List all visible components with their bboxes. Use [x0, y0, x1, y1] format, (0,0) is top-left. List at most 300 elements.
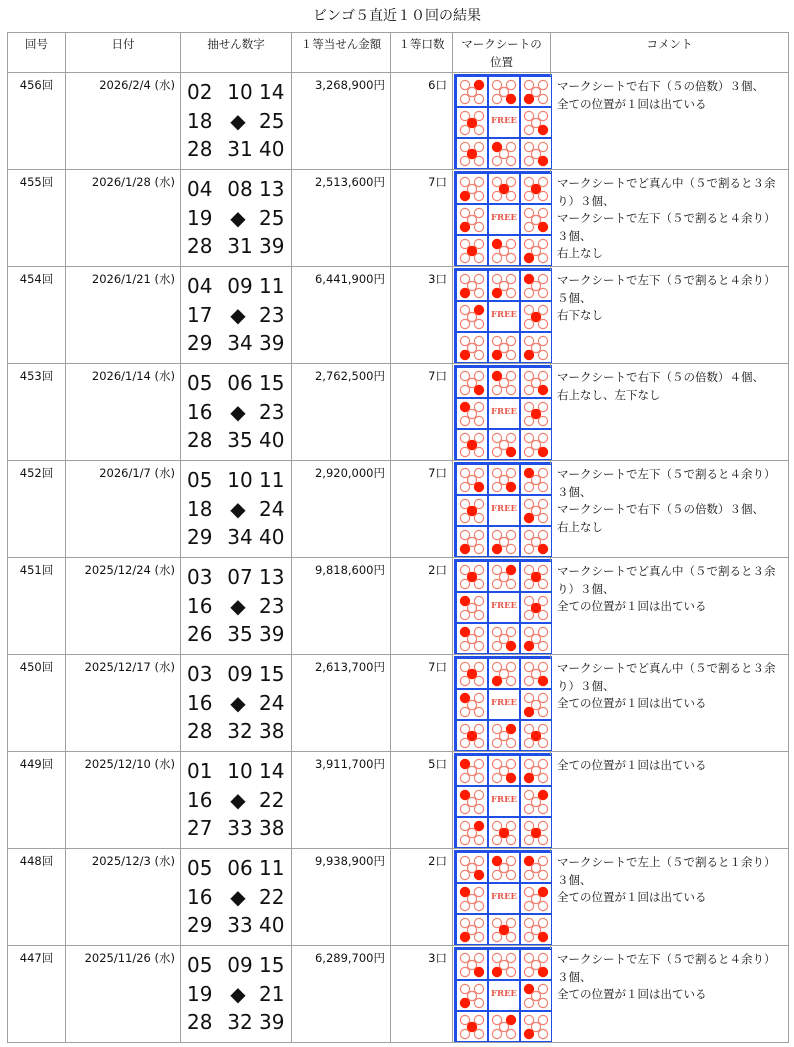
- free-label: FREE: [490, 116, 518, 126]
- drawn-number: 05: [187, 371, 213, 395]
- comment-line: 全ての位置が１回は出ている: [557, 96, 707, 111]
- header-date: 日付: [66, 33, 181, 73]
- marksheet-mark-tr-icon: [488, 561, 520, 592]
- drawn-number: 09: [227, 274, 253, 298]
- drawn-number: 23: [259, 399, 285, 424]
- round-cell: 455回: [8, 170, 66, 267]
- marksheet-free-cell: [488, 495, 520, 526]
- date-cell: 2025/12/10 (水): [66, 752, 181, 849]
- marksheet-mark-br-icon: [520, 107, 552, 138]
- table-row: [8, 946, 789, 1043]
- marksheet-mark-bl-icon: [456, 526, 488, 557]
- marksheet-mark-tr-icon: [520, 883, 552, 914]
- marksheet-mark-br-icon: [520, 429, 552, 460]
- comment-line: 右上なし: [557, 519, 603, 534]
- marksheet-mark-c-icon: [520, 720, 552, 751]
- marksheet-mark-tr-icon: [520, 786, 552, 817]
- marksheet-cell: [453, 558, 551, 655]
- date-cell: 2025/12/17 (水): [66, 655, 181, 752]
- drawn-number: 10: [227, 80, 253, 104]
- drawn-numbers: [181, 849, 291, 940]
- comment-line: マークシートで右下（５の倍数）４個、: [557, 370, 764, 384]
- round-cell: 450回: [8, 655, 66, 752]
- marksheet-mark-br-icon: [488, 755, 520, 786]
- drawn-number: 11: [259, 856, 285, 880]
- drawn-number: 09: [227, 662, 253, 686]
- drawn-number: 24: [259, 496, 285, 521]
- drawn-number: 23: [259, 302, 285, 327]
- drawn-numbers: [181, 558, 291, 649]
- marksheet-mark-tl-icon: [520, 980, 552, 1011]
- drawn-number: 10: [227, 759, 253, 783]
- marksheet-cell: [453, 267, 551, 364]
- prize-cell: 3,268,900円: [292, 73, 391, 170]
- marksheet-free-cell: [488, 689, 520, 720]
- header-prize: １等当せん金額: [292, 33, 391, 73]
- drawn-number: 18: [187, 108, 213, 133]
- marksheet-cell: [453, 170, 551, 267]
- drawn-number: 11: [259, 274, 285, 298]
- drawn-number: 16: [187, 884, 213, 909]
- comment-cell: [551, 170, 789, 267]
- header-comment: コメント: [551, 33, 789, 73]
- comment-line: 全ての位置が１回は出ている: [557, 599, 707, 613]
- comment-line: マークシートで左下（５で割ると４余り）３個、: [557, 952, 776, 984]
- drawn-number: 15: [259, 371, 285, 395]
- comment-cell: [551, 558, 789, 655]
- drawn-number: 15: [259, 662, 285, 686]
- marksheet-mark-bl-icon: [520, 689, 552, 720]
- numbers-cell: [181, 558, 292, 655]
- table-row: [8, 655, 789, 752]
- table-row: [8, 849, 789, 946]
- marksheet-mark-c-icon: [456, 495, 488, 526]
- drawn-number: 28: [187, 1010, 213, 1034]
- numbers-cell: [181, 267, 292, 364]
- numbers-cell: [181, 170, 292, 267]
- drawn-number: 18: [187, 496, 213, 521]
- marksheet-mark-tl-icon: [456, 592, 488, 623]
- drawn-numbers: [181, 461, 291, 552]
- marksheet-mark-br-icon: [520, 367, 552, 398]
- drawn-number: 06: [227, 371, 253, 395]
- marksheet-mark-br-icon: [520, 138, 552, 169]
- drawn-number: 04: [187, 274, 213, 298]
- marksheet-mark-c-icon: [520, 173, 552, 204]
- drawn-numbers: [181, 267, 291, 358]
- marksheet-grid: [454, 753, 552, 848]
- table-row: [8, 752, 789, 849]
- comment-cell: [551, 461, 789, 558]
- winners-cell: 3口: [391, 946, 453, 1043]
- numbers-cell: [181, 73, 292, 170]
- winners-cell: 7口: [391, 170, 453, 267]
- drawn-number: 22: [259, 884, 285, 909]
- marksheet-free-cell: [488, 301, 520, 332]
- free-diamond-icon: ◆: [230, 496, 246, 521]
- drawn-number: 39: [259, 234, 285, 258]
- free-diamond-icon: ◆: [230, 981, 246, 1006]
- drawn-number: 14: [259, 80, 285, 104]
- prize-cell: 2,613,700円: [292, 655, 391, 752]
- winners-cell: 7口: [391, 655, 453, 752]
- drawn-number: 05: [187, 468, 213, 492]
- drawn-number: 22: [259, 787, 285, 812]
- comment-line: マークシートでど真ん中（５で割ると３余り）３個、: [557, 564, 776, 596]
- marksheet-mark-c-icon: [520, 817, 552, 848]
- marksheet-cell: [453, 655, 551, 752]
- free-diamond-icon: ◆: [230, 399, 246, 424]
- marksheet-mark-c-icon: [520, 592, 552, 623]
- comment-line: マークシートでど真ん中（５で割ると３余り）３個、: [557, 661, 776, 693]
- date-cell: 2026/2/4 (水): [66, 73, 181, 170]
- drawn-number: 25: [259, 108, 285, 133]
- round-cell: 451回: [8, 558, 66, 655]
- winners-cell: 6口: [391, 73, 453, 170]
- numbers-cell: [181, 946, 292, 1043]
- comment-line: マークシートで左上（５で割ると１余り）３個、: [557, 855, 776, 887]
- comment-line: 全ての位置が１回は出ている: [557, 987, 707, 1001]
- marksheet-free-cell: [488, 883, 520, 914]
- date-cell: 2025/12/24 (水): [66, 558, 181, 655]
- marksheet-mark-bl-icon: [488, 332, 520, 363]
- free-diamond-icon: ◆: [230, 205, 246, 230]
- marksheet-grid: [454, 268, 552, 363]
- marksheet-mark-c-icon: [520, 398, 552, 429]
- marksheet-mark-br-icon: [488, 429, 520, 460]
- free-label: FREE: [490, 213, 518, 223]
- marksheet-mark-bl-icon: [520, 332, 552, 363]
- marksheet-mark-tl-icon: [456, 755, 488, 786]
- marksheet-mark-c-icon: [456, 429, 488, 460]
- marksheet-mark-c-icon: [488, 817, 520, 848]
- comment-line: マークシートで左下（５で割ると４余り）５個、: [557, 273, 776, 305]
- winners-cell: 2口: [391, 849, 453, 946]
- marksheet-mark-tr-icon: [488, 1011, 520, 1042]
- drawn-number: 32: [227, 1010, 253, 1034]
- drawn-number: 40: [259, 137, 285, 161]
- free-diamond-icon: ◆: [230, 884, 246, 909]
- drawn-number: 16: [187, 787, 213, 812]
- marksheet-mark-c-icon: [456, 1011, 488, 1042]
- numbers-cell: [181, 461, 292, 558]
- marksheet-mark-tl-icon: [456, 623, 488, 654]
- results-table: [7, 32, 789, 1043]
- marksheet-mark-c-icon: [456, 138, 488, 169]
- marksheet-mark-tr-icon: [456, 301, 488, 332]
- page-title: ビンゴ５直近１０回の結果: [313, 8, 481, 24]
- marksheet-mark-br-icon: [488, 76, 520, 107]
- marksheet-grid: [454, 656, 552, 751]
- drawn-numbers: [181, 655, 291, 746]
- drawn-number: 13: [259, 565, 285, 589]
- drawn-number: 31: [227, 137, 253, 161]
- marksheet-mark-br-icon: [520, 204, 552, 235]
- round-cell: 447回: [8, 946, 66, 1043]
- drawn-numbers: [181, 364, 291, 455]
- drawn-number: 35: [227, 622, 253, 646]
- marksheet-free-cell: [488, 980, 520, 1011]
- drawn-number: 15: [259, 953, 285, 977]
- marksheet-mark-bl-icon: [520, 623, 552, 654]
- marksheet-mark-bl-icon: [456, 980, 488, 1011]
- free-label: FREE: [490, 989, 518, 999]
- marksheet-grid: [454, 559, 552, 654]
- marksheet-mark-br-icon: [456, 852, 488, 883]
- marksheet-mark-tl-icon: [520, 270, 552, 301]
- marksheet-cell: [453, 752, 551, 849]
- marksheet-mark-tl-icon: [456, 786, 488, 817]
- drawn-number: 13: [259, 177, 285, 201]
- prize-cell: 3,911,700円: [292, 752, 391, 849]
- drawn-number: 06: [227, 856, 253, 880]
- comment-cell: [551, 364, 789, 461]
- header-winners: １等口数: [391, 33, 453, 73]
- numbers-cell: [181, 752, 292, 849]
- marksheet-mark-bl-icon: [456, 914, 488, 945]
- drawn-number: 02: [187, 80, 213, 104]
- drawn-number: 04: [187, 177, 213, 201]
- drawn-number: 16: [187, 399, 213, 424]
- comment-line: 右下なし: [557, 308, 603, 322]
- drawn-number: 19: [187, 205, 213, 230]
- free-diamond-icon: ◆: [230, 302, 246, 327]
- marksheet-grid: [454, 171, 552, 266]
- free-label: FREE: [490, 601, 518, 611]
- comment-line: 右上なし: [557, 246, 603, 260]
- drawn-number: 10: [227, 468, 253, 492]
- marksheet-cell: [453, 946, 551, 1043]
- comment-cell: [551, 73, 789, 170]
- marksheet-mark-tl-icon: [488, 235, 520, 266]
- drawn-number: 35: [227, 428, 253, 452]
- marksheet-mark-br-icon: [488, 623, 520, 654]
- date-cell: 2026/1/7 (水): [66, 461, 181, 558]
- drawn-number: 31: [227, 234, 253, 258]
- prize-cell: 2,762,500円: [292, 364, 391, 461]
- comment-line: マークシートで左下（５で割ると４余り）３個、: [557, 211, 776, 243]
- marksheet-mark-c-icon: [456, 658, 488, 689]
- drawn-number: 16: [187, 593, 213, 618]
- marksheet-mark-bl-icon: [488, 526, 520, 557]
- marksheet-cell: [453, 461, 551, 558]
- marksheet-mark-tl-icon: [520, 852, 552, 883]
- free-label: FREE: [490, 310, 518, 320]
- marksheet-mark-br-icon: [456, 949, 488, 980]
- drawn-numbers: [181, 170, 291, 261]
- drawn-number: 14: [259, 759, 285, 783]
- drawn-number: 28: [187, 428, 213, 452]
- marksheet-mark-bl-icon: [520, 755, 552, 786]
- drawn-number: 19: [187, 981, 213, 1006]
- marksheet-mark-tl-icon: [488, 138, 520, 169]
- winners-cell: 2口: [391, 558, 453, 655]
- drawn-number: 05: [187, 856, 213, 880]
- marksheet-grid: [454, 74, 552, 169]
- prize-cell: 9,818,600円: [292, 558, 391, 655]
- drawn-number: 32: [227, 719, 253, 743]
- drawn-number: 07: [227, 565, 253, 589]
- marksheet-mark-tl-icon: [488, 852, 520, 883]
- round-cell: 453回: [8, 364, 66, 461]
- drawn-number: 25: [259, 205, 285, 230]
- table-row: [8, 461, 789, 558]
- comment-cell: [551, 752, 789, 849]
- drawn-number: 03: [187, 662, 213, 686]
- marksheet-mark-br-icon: [520, 914, 552, 945]
- marksheet-mark-br-icon: [520, 949, 552, 980]
- marksheet-mark-br-icon: [488, 464, 520, 495]
- prize-cell: 6,441,900円: [292, 267, 391, 364]
- free-diamond-icon: ◆: [230, 690, 246, 715]
- comment-line: 全ての位置が１回は出ている: [557, 758, 707, 772]
- free-diamond-icon: ◆: [230, 108, 246, 133]
- marksheet-mark-br-icon: [456, 367, 488, 398]
- table-row: [8, 558, 789, 655]
- marksheet-mark-tr-icon: [488, 720, 520, 751]
- date-cell: 2026/1/28 (水): [66, 170, 181, 267]
- table-row: [8, 364, 789, 461]
- marksheet-mark-c-icon: [456, 235, 488, 266]
- marksheet-mark-tr-icon: [456, 76, 488, 107]
- table-row: [8, 73, 789, 170]
- marksheet-mark-c-icon: [520, 561, 552, 592]
- prize-cell: 9,938,900円: [292, 849, 391, 946]
- marksheet-grid: [454, 850, 552, 945]
- marksheet-mark-tl-icon: [520, 464, 552, 495]
- comment-line: マークシートで右下（５の倍数）３個、: [557, 79, 764, 93]
- round-cell: 456回: [8, 73, 66, 170]
- marksheet-free-cell: [488, 204, 520, 235]
- drawn-number: 38: [259, 719, 285, 743]
- drawn-numbers: [181, 73, 291, 164]
- marksheet-mark-bl-icon: [520, 1011, 552, 1042]
- drawn-number: 05: [187, 953, 213, 977]
- drawn-number: 01: [187, 759, 213, 783]
- marksheet-mark-tl-icon: [456, 883, 488, 914]
- drawn-number: 08: [227, 177, 253, 201]
- drawn-number: 16: [187, 690, 213, 715]
- free-label: FREE: [490, 698, 518, 708]
- header-round: 回号: [8, 33, 66, 73]
- marksheet-mark-bl-icon: [488, 949, 520, 980]
- drawn-number: 29: [187, 525, 213, 549]
- drawn-number: 40: [259, 428, 285, 452]
- comment-cell: [551, 946, 789, 1043]
- winners-cell: 5口: [391, 752, 453, 849]
- comment-line: マークシートで右下（５の倍数）３個、: [557, 502, 764, 516]
- table-row: [8, 170, 789, 267]
- marksheet-grid: [454, 947, 552, 1042]
- drawn-number: 21: [259, 981, 285, 1006]
- prize-cell: 2,920,000円: [292, 461, 391, 558]
- marksheet-mark-c-icon: [488, 914, 520, 945]
- marksheet-free-cell: [488, 592, 520, 623]
- free-label: FREE: [490, 407, 518, 417]
- prize-cell: 6,289,700円: [292, 946, 391, 1043]
- comment-cell: [551, 655, 789, 752]
- free-diamond-icon: ◆: [230, 787, 246, 812]
- marksheet-mark-br-icon: [520, 658, 552, 689]
- header-numbers: 抽せん数字: [181, 33, 292, 73]
- date-cell: 2026/1/14 (水): [66, 364, 181, 461]
- marksheet-mark-bl-icon: [456, 173, 488, 204]
- free-label: FREE: [490, 892, 518, 902]
- free-label: FREE: [490, 504, 518, 514]
- round-cell: 454回: [8, 267, 66, 364]
- drawn-number: 39: [259, 622, 285, 646]
- drawn-number: 27: [187, 816, 213, 840]
- drawn-number: 40: [259, 525, 285, 549]
- winners-cell: 7口: [391, 364, 453, 461]
- marksheet-free-cell: [488, 786, 520, 817]
- comment-line: 全ての位置が１回は出ている: [557, 890, 707, 904]
- drawn-number: 17: [187, 302, 213, 327]
- marksheet-mark-br-icon: [520, 526, 552, 557]
- drawn-number: 38: [259, 816, 285, 840]
- comment-line: マークシートで左下（５で割ると４余り）３個、: [557, 467, 776, 499]
- drawn-number: 29: [187, 913, 213, 937]
- marksheet-mark-tl-icon: [456, 689, 488, 720]
- drawn-number: 24: [259, 690, 285, 715]
- drawn-number: 39: [259, 331, 285, 355]
- marksheet-mark-tl-icon: [456, 398, 488, 429]
- date-cell: 2025/12/3 (水): [66, 849, 181, 946]
- marksheet-grid: [454, 462, 552, 557]
- marksheet-cell: [453, 73, 551, 170]
- marksheet-cell: [453, 849, 551, 946]
- marksheet-mark-c-icon: [488, 173, 520, 204]
- marksheet-mark-tl-icon: [488, 367, 520, 398]
- marksheet-mark-bl-icon: [488, 658, 520, 689]
- date-cell: 2025/11/26 (水): [66, 946, 181, 1043]
- comment-cell: [551, 267, 789, 364]
- header-marksheet: マークシートの位置: [453, 33, 551, 73]
- marksheet-mark-bl-icon: [520, 235, 552, 266]
- marksheet-mark-bl-icon: [456, 204, 488, 235]
- marksheet-mark-bl-icon: [456, 270, 488, 301]
- marksheet-mark-bl-icon: [520, 76, 552, 107]
- free-label: FREE: [490, 795, 518, 805]
- drawn-number: 28: [187, 137, 213, 161]
- comment-line: 全ての位置が１回は出ている: [557, 696, 707, 710]
- date-cell: 2026/1/21 (水): [66, 267, 181, 364]
- marksheet-mark-tr-icon: [456, 817, 488, 848]
- numbers-cell: [181, 655, 292, 752]
- drawn-numbers: [181, 752, 291, 843]
- drawn-number: 34: [227, 525, 253, 549]
- prize-cell: 2,513,600円: [292, 170, 391, 267]
- drawn-numbers: [181, 946, 291, 1037]
- drawn-number: 40: [259, 913, 285, 937]
- round-cell: 452回: [8, 461, 66, 558]
- marksheet-mark-br-icon: [456, 464, 488, 495]
- drawn-number: 09: [227, 953, 253, 977]
- drawn-number: 33: [227, 913, 253, 937]
- drawn-number: 23: [259, 593, 285, 618]
- marksheet-free-cell: [488, 107, 520, 138]
- marksheet-mark-c-icon: [456, 107, 488, 138]
- marksheet-cell: [453, 364, 551, 461]
- round-cell: 448回: [8, 849, 66, 946]
- round-cell: 449回: [8, 752, 66, 849]
- winners-cell: 7口: [391, 461, 453, 558]
- marksheet-free-cell: [488, 398, 520, 429]
- drawn-number: 03: [187, 565, 213, 589]
- marksheet-mark-bl-icon: [520, 495, 552, 526]
- comment-line: 右上なし、左下なし: [557, 387, 661, 402]
- free-diamond-icon: ◆: [230, 593, 246, 618]
